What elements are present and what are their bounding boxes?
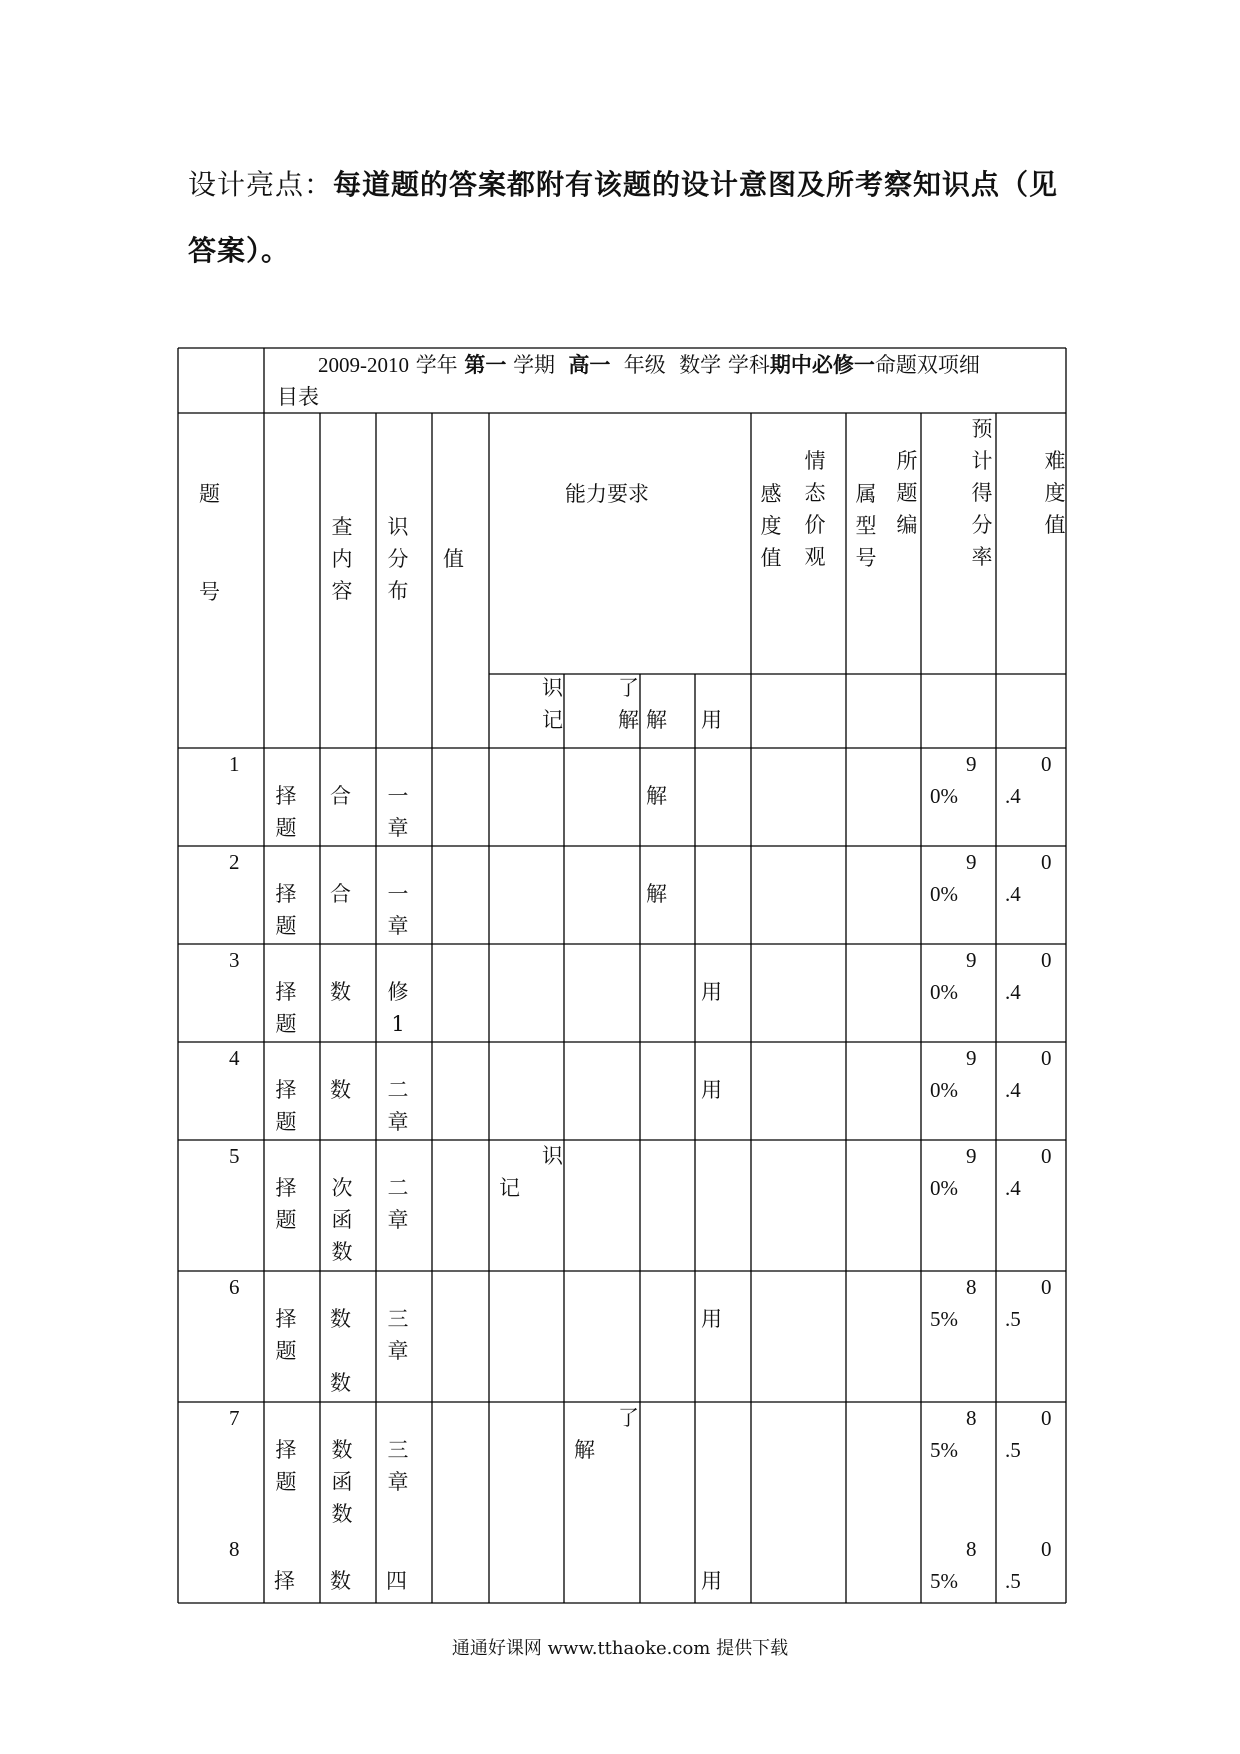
row-rate-b: 5% bbox=[930, 1569, 958, 1593]
row-type: 择题 bbox=[275, 980, 297, 1036]
table-title bbox=[318, 349, 980, 381]
title-term: 第一 bbox=[464, 352, 507, 377]
row-distribution: 修1 bbox=[387, 980, 409, 1036]
row-content: 次函数 bbox=[331, 1176, 353, 1264]
row-type: 择题 bbox=[275, 882, 297, 938]
page-footer: 通通好课网 www.tthaoke.com 提供下载 bbox=[451, 1638, 789, 1659]
row-rate-a: 8 bbox=[966, 1275, 977, 1299]
title-subject: 数学 bbox=[679, 353, 722, 377]
row-distribution: 一章 bbox=[387, 882, 409, 938]
row-difficulty-a: 0 bbox=[1041, 1537, 1052, 1561]
subheader-recall-b: 记 bbox=[542, 708, 563, 732]
row-rate-a: 8 bbox=[966, 1406, 977, 1430]
title-grade: 高一 bbox=[568, 352, 611, 377]
header-emotion-left: 感度值 bbox=[760, 482, 782, 570]
header-knowledge: 识分布 bbox=[387, 515, 409, 603]
title-text-3: 年级 bbox=[623, 353, 666, 377]
row-content: 数 bbox=[330, 1078, 351, 1102]
row-distribution: 二章 bbox=[387, 1176, 409, 1232]
row-number: 7 bbox=[229, 1406, 240, 1430]
row-apply: 用 bbox=[701, 1078, 722, 1102]
row-content: 合 bbox=[330, 882, 351, 906]
row-number: 2 bbox=[229, 850, 240, 874]
header-score: 值 bbox=[443, 547, 464, 571]
row-distribution: 二章 bbox=[387, 1078, 409, 1134]
row-rate-a: 9 bbox=[966, 1046, 977, 1070]
header-ability: 能力要求 bbox=[565, 482, 649, 506]
row-rate-b: 0% bbox=[930, 784, 958, 808]
title-text-1: 学年 bbox=[415, 353, 458, 377]
row-difficulty-a: 0 bbox=[1041, 850, 1052, 874]
row-content: 数 bbox=[330, 980, 351, 1004]
row-understand: 解 bbox=[646, 882, 667, 906]
row-rate-b: 0% bbox=[930, 1176, 958, 1200]
row-difficulty-b: .4 bbox=[1005, 784, 1021, 808]
subheader-know-b: 解 bbox=[618, 708, 639, 732]
row-number: 1 bbox=[229, 752, 240, 776]
row-difficulty-a: 0 bbox=[1041, 1406, 1052, 1430]
row-difficulty-b: .4 bbox=[1005, 1078, 1021, 1102]
row-difficulty-b: .5 bbox=[1005, 1438, 1021, 1462]
header-rate: 预计得分率 bbox=[971, 417, 993, 569]
row-type: 择题 bbox=[275, 1078, 297, 1134]
row-difficulty-a: 0 bbox=[1041, 752, 1052, 776]
table-title-wrap: 目表 bbox=[277, 385, 319, 409]
subheader-understand: 解 bbox=[646, 708, 667, 732]
row-rate-a: 8 bbox=[966, 1537, 977, 1561]
row-recall-b: 记 bbox=[499, 1176, 520, 1200]
row-apply: 用 bbox=[701, 980, 722, 1004]
row-type: 择题 bbox=[275, 1307, 297, 1363]
row-distribution: 三章 bbox=[387, 1438, 409, 1494]
row-difficulty-a: 0 bbox=[1041, 1275, 1052, 1299]
intro-text-line2: 答案）。 bbox=[188, 234, 291, 267]
row-difficulty-b: .5 bbox=[1005, 1569, 1021, 1593]
row-know-a: 了 bbox=[618, 1406, 639, 1430]
row-number: 6 bbox=[229, 1275, 240, 1299]
row-difficulty-b: .4 bbox=[1005, 882, 1021, 906]
row-distribution: 四 bbox=[386, 1569, 407, 1593]
row-number: 5 bbox=[229, 1144, 240, 1168]
row-difficulty-b: .4 bbox=[1005, 1176, 1021, 1200]
row-type: 择题 bbox=[275, 784, 297, 840]
row-difficulty-a: 0 bbox=[1041, 1046, 1052, 1070]
subheader-know-a: 了 bbox=[618, 676, 639, 700]
row-apply: 用 bbox=[701, 1307, 722, 1331]
subheader-recall-a: 识 bbox=[542, 676, 563, 700]
row-distribution: 三章 bbox=[387, 1307, 409, 1363]
header-qtype-left: 属型号 bbox=[855, 482, 877, 570]
title-exam: 期中必修一 bbox=[769, 352, 875, 377]
row-content: 数 bbox=[330, 1569, 351, 1593]
title-text-5: 命题双项细 bbox=[874, 353, 980, 377]
row-rate-a: 9 bbox=[966, 1144, 977, 1168]
row-rate-b: 0% bbox=[930, 1078, 958, 1102]
header-difficulty: 难度值 bbox=[1044, 449, 1066, 537]
header-qnum-bottom: 号 bbox=[199, 580, 220, 604]
row-type: 择题 bbox=[275, 1438, 297, 1494]
row-rate-b: 0% bbox=[930, 882, 958, 906]
row-number: 4 bbox=[229, 1046, 240, 1070]
row-understand: 解 bbox=[646, 784, 667, 808]
intro-label: 设计亮点： bbox=[188, 168, 334, 201]
row-number: 3 bbox=[229, 948, 240, 972]
title-years: 2009-2010 bbox=[318, 353, 409, 377]
row-difficulty-a: 0 bbox=[1041, 948, 1052, 972]
row-rate-b: 0% bbox=[930, 980, 958, 1004]
row-apply: 用 bbox=[701, 1569, 722, 1593]
subheader-apply: 用 bbox=[701, 708, 722, 732]
row-know-b: 解 bbox=[574, 1438, 595, 1462]
row-rate-a: 9 bbox=[966, 948, 977, 972]
intro-text-line1: 每道题的答案都附有该题的设计意图及所考察知识点（见 bbox=[333, 168, 1059, 201]
row-rate-a: 9 bbox=[966, 850, 977, 874]
row-distribution: 一章 bbox=[387, 784, 409, 840]
row-type: 择题 bbox=[275, 1176, 297, 1232]
header-content: 查内容 bbox=[331, 515, 353, 603]
row-rate-b: 5% bbox=[930, 1307, 958, 1331]
header-qtype-right: 所题编 bbox=[896, 449, 918, 537]
row-rate-b: 5% bbox=[930, 1438, 958, 1462]
row-type: 择 bbox=[274, 1569, 295, 1593]
row-content: 合 bbox=[330, 784, 351, 808]
row-recall-a: 识 bbox=[542, 1144, 563, 1168]
title-text-4: 学科 bbox=[727, 353, 770, 377]
header-qnum-top: 题 bbox=[199, 482, 220, 506]
title-text-2: 学期 bbox=[513, 353, 556, 377]
row-difficulty-a: 0 bbox=[1041, 1144, 1052, 1168]
row-content-a: 数 bbox=[330, 1307, 351, 1331]
row-difficulty-b: .5 bbox=[1005, 1307, 1021, 1331]
row-content-b: 数 bbox=[330, 1371, 351, 1395]
row-content: 数函数 bbox=[331, 1438, 353, 1526]
row-difficulty-b: .4 bbox=[1005, 980, 1021, 1004]
row-rate-a: 9 bbox=[966, 752, 977, 776]
row-number: 8 bbox=[229, 1537, 240, 1561]
header-emotion-right: 情态价观 bbox=[804, 449, 826, 569]
